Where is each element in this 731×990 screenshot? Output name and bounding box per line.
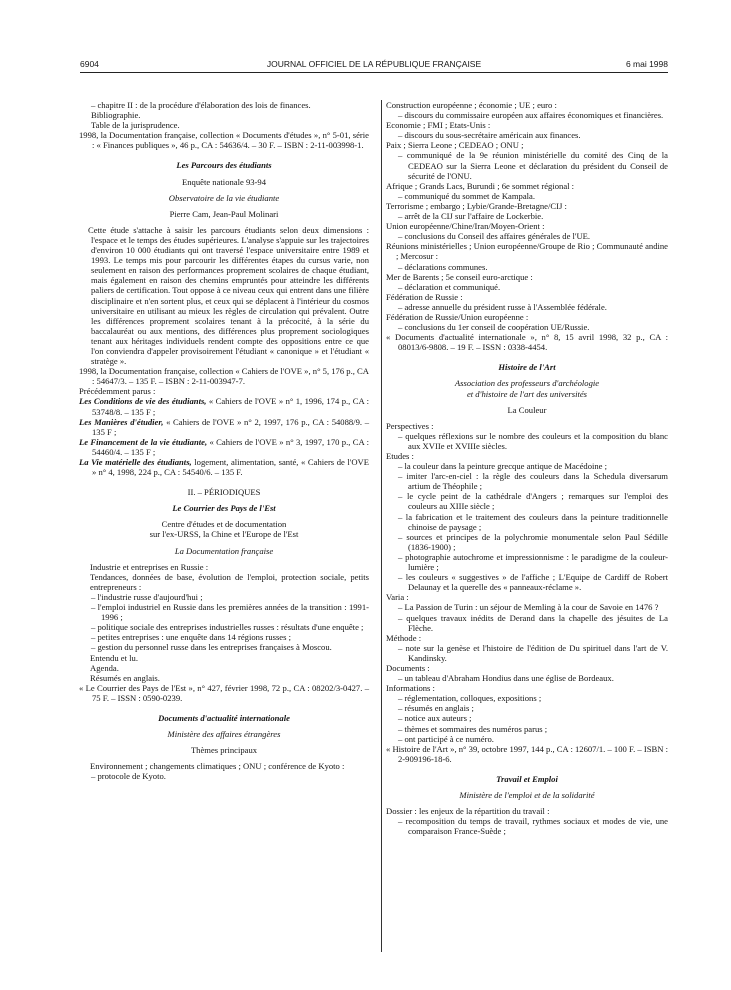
page-header: [80, 59, 668, 73]
list-item: – ont participé à ce numéro.: [398, 733, 494, 744]
item-title: Le Financement de la vie étudiante,: [79, 436, 208, 447]
text-line: Industrie et entreprises en Russie :: [90, 561, 209, 572]
section-heading: Le Courrier des Pays de l'Est: [172, 503, 276, 514]
text-line: Dossier : les enjeux de la répartition du travail :: [386, 806, 550, 817]
publisher: et d'histoire de l'art des universités: [466, 388, 588, 399]
text-line: Etudes :: [386, 451, 414, 461]
text-line: Méthode :: [386, 632, 422, 643]
reference: « Histoire de l'Art », n° 39, octobre 1997, 144 p., CA : 12607/1. – 100 F. – ISBN : 2-909196-18-6.: [386, 743, 668, 764]
list-item: – note sur la genèse et l'histoire de l'édition de Du spirituel dans l'art de V. Kandinsky.: [398, 642, 668, 663]
list-item: – thèmes et sommaires des numéros parus ;: [398, 723, 548, 734]
publisher: Association des professeurs d'archéologie: [454, 378, 600, 389]
text-line: Mer de Barents ; 5e conseil euro-arctique :: [386, 271, 533, 282]
list-item: – déclarations communes.: [398, 261, 488, 272]
publisher: Observatoire de la vie étudiante: [168, 192, 280, 203]
item-title: Les Conditions de vie des étudiants,: [79, 396, 207, 407]
reference: « Documents d'actualité internationale », n° 8, 15 avril 1998, 32 p., CA : 08013/6-9808. – 19 F. – ISSN : 0338-4454.: [386, 332, 668, 353]
list-item: – déclaration et communiqué.: [398, 281, 501, 292]
list-item: [79, 437, 369, 457]
section-heading: Les Parcours des étudiants: [176, 160, 272, 171]
text-line: Entendu et lu.: [90, 652, 138, 663]
item-details: « Cahiers de l'OVE » n° 2, 1997, 176 p., CA : 54088/9. – 135 F ;: [92, 416, 369, 437]
list-item: – photographie autochrome et impressionnisme : le paradigme de la couleur-lumière ;: [398, 551, 668, 573]
list-item: – politique sociale des entreprises industrielles russes : résultats d'une enquête ;: [91, 622, 364, 633]
subtitle: Thèmes principaux: [190, 745, 258, 756]
list-item: – discours du commissaire européen aux affaires économiques et financières.: [398, 110, 664, 121]
text-line: Agenda.: [90, 662, 119, 673]
header-rule: [80, 72, 668, 73]
authors: Pierre Cam, Jean-Paul Molinari: [169, 208, 279, 219]
section-heading: II. – PÉRIODIQUES: [187, 487, 261, 498]
left-column: [79, 100, 369, 781]
text-line: Environnement ; changements climatiques ; ONU ; conférence de Kyoto :: [90, 761, 345, 772]
text-line: Bibliographie.: [91, 110, 141, 121]
list-item: – les couleurs « suggestives » de l'affiche ; L'Equipe de Cardiff de Robert Delaunay et la querelle des « panneaux-réclame ».: [398, 572, 668, 593]
subtitle: Enquête nationale 93-94: [182, 176, 266, 187]
publisher: La Documentation française: [174, 545, 274, 556]
reference: 1998, la Documentation française, collection « Cahiers de l'OVE », n° 5, 176 p., CA : 54647/3. – 135 F. – ISBN : 2-11-003947-7.: [79, 366, 369, 387]
text-line: Résumés en anglais.: [90, 672, 160, 683]
list-item: – communiqué du sommet de Kampala.: [398, 190, 535, 201]
item-details: « Cahiers de l'OVE » n° 3, 1997, 170 p., CA : 54460/4. – 135 F ;: [92, 436, 369, 457]
list-item: – imiter l'arc-en-ciel : la règle des couleurs dans la Schedula diversarum artium de Théophile ;: [398, 471, 668, 492]
subtitle: La Couleur: [507, 404, 547, 415]
publisher: Ministère des affaires étrangères: [167, 729, 281, 740]
text-line: Economie ; FMI ; Etats-Unis :: [386, 120, 491, 131]
text-line: Tendances, données de base, évolution de l'emploi, protection sociale, petits entrepreneurs :: [90, 571, 369, 592]
text-line: Afrique ; Grands Lacs, Burundi ; 6e sommet régional :: [386, 180, 575, 191]
section-heading: Histoire de l'Art: [498, 362, 556, 373]
reference: 1998, la Documentation française, collection « Documents d'études », n° 5-01, série : « Finances publiques », 46 p., CA : 54636/4. – 30 F. – ISBN : 2-11-003998-1.: [79, 130, 369, 151]
section-heading: Travail et Emploi: [496, 773, 558, 784]
item-title: La Vie matérielle des étudiants,: [79, 457, 192, 467]
list-item: – chapitre II : de la procédure d'élaboration des lois de finances.: [91, 100, 311, 110]
abstract: Cette étude s'attache à saisir les parcours étudiants selon deux dimensions : l'espace et le temps des études supérieures. L'analyse s'appuie sur les trajectoires d'environ 10 000 étudiants qui ont traversé l'espace universitaire entre 1989 et 1993. Le temps mis pour parcourir les différentes étapes du cursus varie, non seulement en raison des performances proprement scolaires de chaque étudiant, mais également en raison des chemins empruntés pour atteindre les différents paliers de certification. Tout oppose à ce niveau ceux qui entrent dans une filière disciplinaire et n'en sortent plus, et ceux qui se déplacent à l'intérieur du cosmos universitaire en utilisant au mieux les règles de circulation qui prévalent. Outre les différences proprement scolaires tenant à la précocité, à la série du baccalauréat ou aux mentions, des différences plus proprement sociologiques tenant aux héritages individuels rendent compte des oppositions entre ce que l'on conviendra d'appeler provisoirement l'étudiant « canonique » et l'étudiant « stratège ».: [88, 224, 369, 367]
list-item: – petites entreprises : une enquête dans 14 régions russes ;: [91, 632, 291, 643]
journal-title: JOURNAL OFFICIEL DE LA RÉPUBLIQUE FRANÇAISE: [266, 59, 482, 69]
list-item: – la fabrication et le traitement des couleurs dans la peinture traditionnelle chinoise de paysage ;: [398, 511, 668, 532]
text-line: Construction européenne ; économie ; UE ; euro :: [386, 100, 557, 110]
text-line: Table de la jurisprudence.: [91, 120, 180, 131]
right-column: [386, 100, 668, 836]
list-item: – quelques travaux inédits de Derand dans la chapelle des jésuites de La Flèche.: [398, 612, 668, 633]
list-item: – résumés en anglais ;: [398, 703, 474, 714]
text-line: Terrorisme ; embargo ; Lybie/Grande-Bretagne/CIJ :: [386, 200, 567, 211]
subtitle: Centre d'études et de documentation: [161, 519, 287, 530]
text-line: Fédération de Russie :: [386, 291, 463, 302]
list-item: – conclusions du 1er conseil de coopération UE/Russie.: [398, 322, 590, 333]
text-line: Réunions ministérielles ; Union européenne/Groupe de Rio ; Communauté andine ; Mercosur :: [386, 241, 668, 262]
list-item: – conclusions du Conseil des affaires générales de l'UE.: [398, 231, 591, 242]
text-line: Perspectives :: [386, 420, 434, 431]
list-item: – communiqué de la 9e réunion ministérielle du comité des Cinq de la CEDEAO sur la Sierra Leone et déclaration du président du Conseil de sécurité de l'ONU.: [398, 150, 668, 181]
list-item: – l'emploi industriel en Russie dans les premières années de la transition : 1991-1996 ;: [91, 602, 369, 623]
list-item: – recomposition du temps de travail, rythmes sociaux et modes de vie, une comparaison France-Suède ;: [398, 816, 668, 837]
text-line: Documents :: [386, 662, 430, 673]
item-details: logement, alimentation, santé, « Cahiers de l'OVE » n° 4, 1998, 224 p., CA : 54540/6. – 135 F.: [92, 457, 370, 478]
reference: « Le Courrier des Pays de l'Est », n° 427, février 1998, 72 p., CA : 08202/3-0427. – 75 F. – ISSN : 0590-0239.: [79, 682, 369, 703]
text-line: Fédération de Russie/Union européenne :: [386, 311, 529, 322]
column-divider: [381, 100, 382, 952]
list-item: – le cycle peint de la cathédrale d'Angers ; remarques sur l'emploi des couleurs au XIIIe siècle ;: [398, 491, 668, 512]
list-item: – discours du sous-secrétaire américain aux finances.: [398, 130, 581, 141]
list-item: [79, 396, 369, 416]
text-line: Précédemment parus :: [79, 386, 156, 397]
list-item: [79, 417, 369, 437]
list-item: – quelques réflexions sur le nombre des couleurs et la composition du blanc aux XVIIe et XVIIIe siècles.: [398, 430, 668, 451]
text-line: Informations :: [386, 683, 435, 694]
list-item: – La Passion de Turin : un séjour de Memling à la cour de Savoie en 1476 ?: [398, 602, 659, 613]
text-line: Varia :: [386, 592, 409, 603]
list-item: – un tableau d'Abraham Hondius dans une église de Bordeaux.: [398, 673, 614, 684]
list-item: – notice aux auteurs ;: [398, 713, 472, 724]
item-title: Les Manières d'étudier,: [79, 416, 164, 427]
publisher: Ministère de l'emploi et de la solidarité: [459, 790, 595, 800]
list-item: – protocole de Kyoto.: [91, 771, 166, 782]
section-heading: Documents d'actualité internationale: [158, 712, 290, 723]
list-item: – réglementation, colloques, expositions ;: [398, 693, 542, 704]
list-item: – arrêt de la CIJ sur l'affaire de Lockerbie.: [398, 211, 544, 222]
list-item: – adresse annuelle du président russe à l'Assemblée fédérale.: [398, 301, 607, 312]
page-number: 6904: [80, 59, 99, 69]
text-line: Union européenne/Chine/Iran/Moyen-Orient :: [386, 221, 545, 232]
text-line: Paix ; Sierra Leone ; CEDEAO ; ONU ;: [386, 140, 524, 151]
list-item: – sources et principes de la polychromie monumentale selon Paul Sédille (1836-1900) ;: [398, 531, 668, 552]
subtitle: sur l'ex-URSS, la Chine et l'Europe de l'Est: [149, 529, 299, 540]
list-item: [79, 457, 369, 477]
item-details: « Cahiers de l'OVE » n° 1, 1996, 174 p., CA : 53748/8. – 135 F ;: [92, 396, 370, 417]
list-item: – l'industrie russe d'aujourd'hui ;: [91, 591, 203, 602]
issue-date: 6 mai 1998: [625, 59, 668, 69]
list-item: – la couleur dans la peinture grecque antique de Macédoine ;: [398, 461, 608, 472]
list-item: – gestion du personnel russe dans les entreprises françaises à Moscou.: [91, 642, 332, 653]
